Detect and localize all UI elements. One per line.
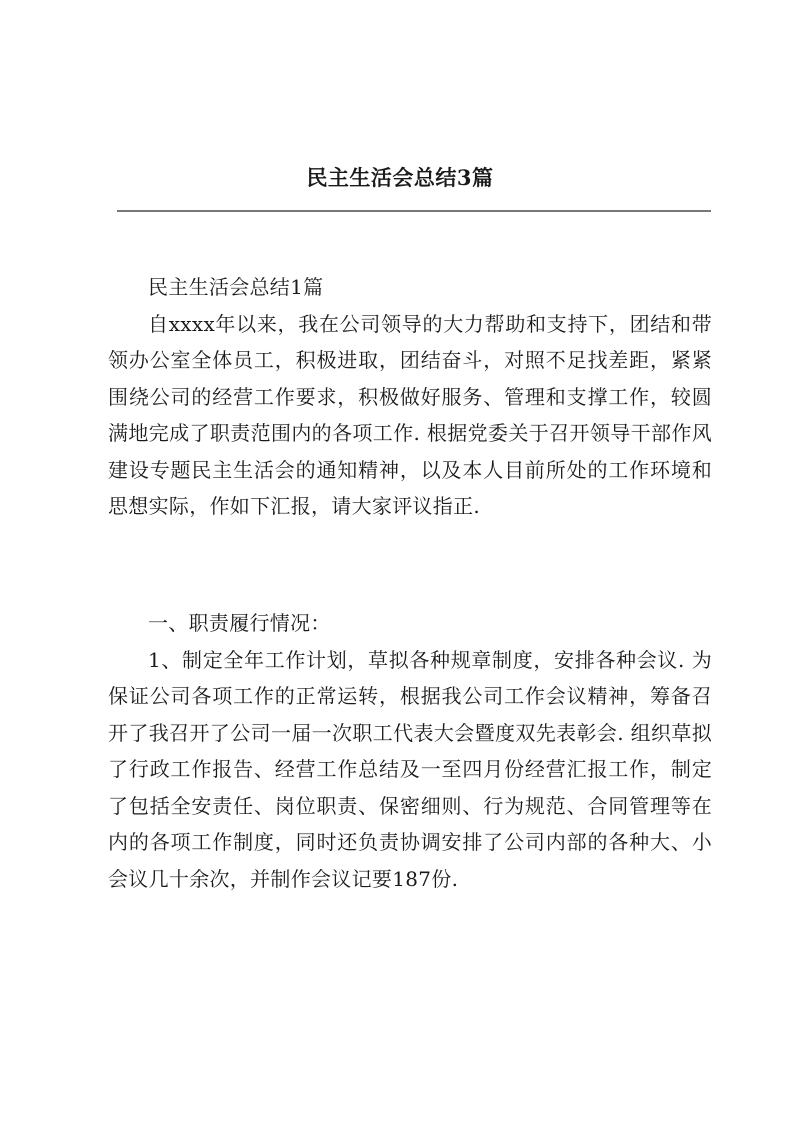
section-1-paragraph: 自xxxx年以来，我在公司领导的大力帮助和支持下，团结和带领办公室全体员工，积极进取，团结奋斗，对照不足找差距，紧紧围绕公司的经营工作要求，积极做好服务、管理和支撑工作，较圆满地完成了职责范围内的各项工作. 根据党委关于召开领导干部作风建设专题民主生活会的通知精神，以及本人目前所处的工作环境和思想实际，作如下汇报，请大家评议指正. [108,311,712,518]
section-2-heading: 一、职责履行情况： [148,611,331,635]
section-2-paragraph: 1、制定全年工作计划，草拟各种规章制度，安排各种会议. 为保证公司各项工作的正常运转，根据我公司工作会议精神，筹备召开了我召开了公司一届一次职工代表大会暨度双先表彰会. 组织草拟了行政工作报告、经营工作总结及一至四月份经营汇报工作，制定了包括全安责任、岗位职责、保密细则、行为规范、合同管理等在内的各项工作制度，同时还负责协调安排了公司内部的各种大、小会议几十余次，并制作会议记要187份. [108,647,712,891]
title-divider [117,210,711,212]
document-title: 民主生活会总结3篇 [306,165,494,190]
section-1 [108,269,712,525]
section-1-heading: 民主生活会总结1篇 [148,275,324,299]
section-2 [108,605,712,897]
